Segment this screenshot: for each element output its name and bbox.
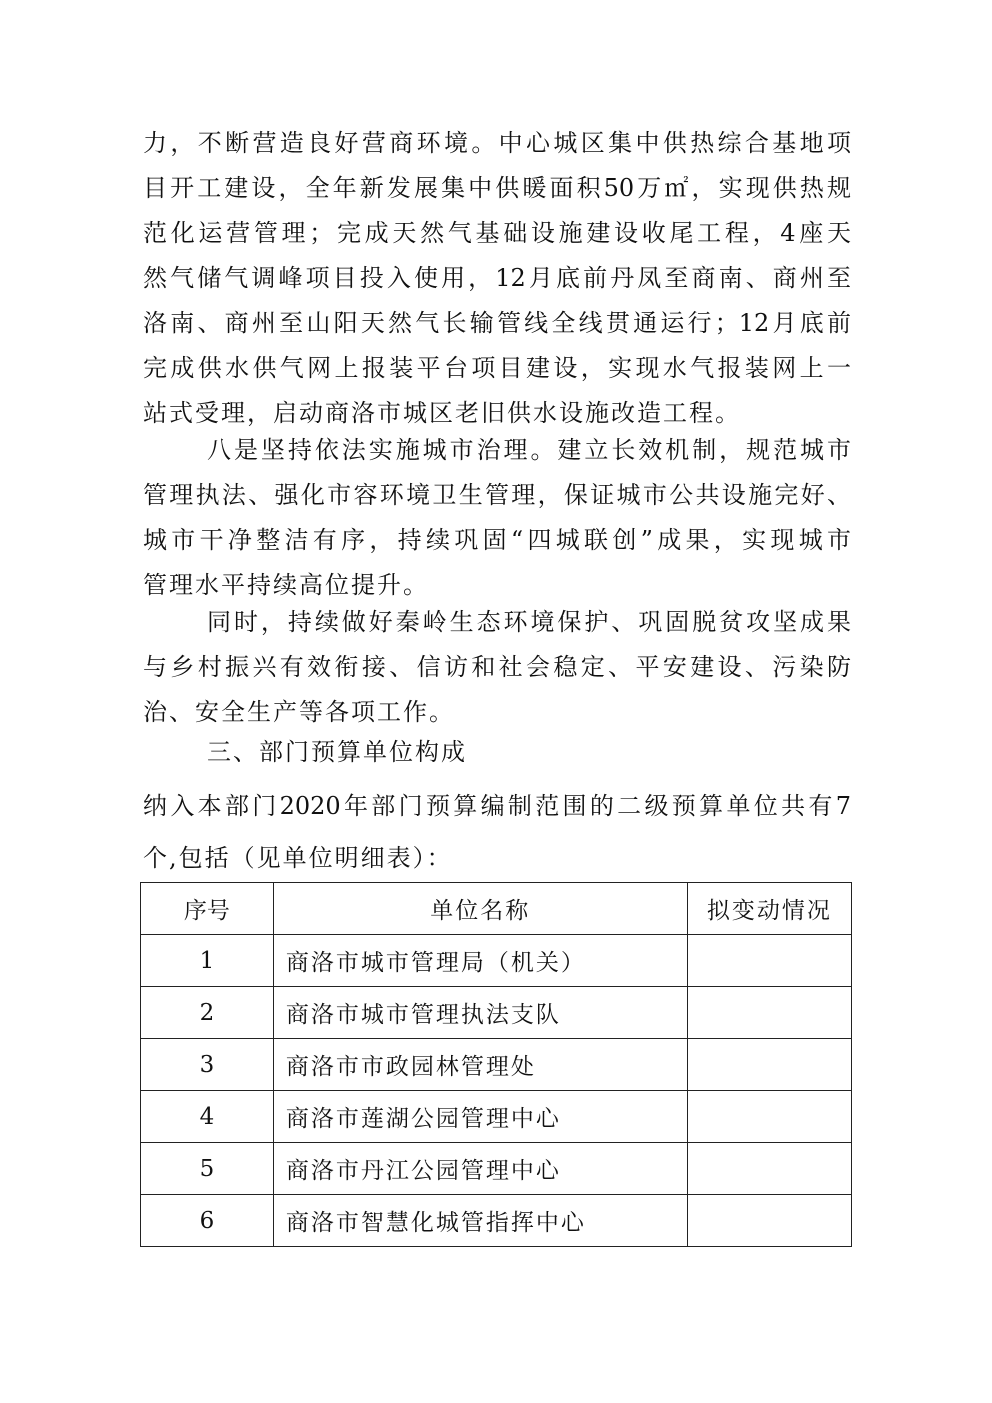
table-row — [141, 1091, 852, 1143]
header-unit-name: 单位名称 — [273, 883, 687, 935]
paragraph-2-line-2: 管理执法、强化市容环境卫生管理，保证城市公共设施完好、 — [143, 481, 851, 509]
budget-units-table — [140, 882, 852, 1247]
row-planned-change — [687, 987, 851, 1039]
section-heading: 三、部门预算单位构成 — [207, 738, 467, 766]
paragraph-1-line-6: 完成供水供气网上报装平台项目建设，实现水气报装网上一 — [143, 354, 851, 382]
paragraph-4-line-2: 个,包括（见单位明细表）： — [143, 844, 453, 872]
row-serial-number: 4 — [141, 1091, 274, 1143]
row-planned-change — [687, 1143, 851, 1195]
header-serial-number: 序号 — [141, 883, 274, 935]
paragraph-1-line-2: 目开工建设，全年新发展集中供暖面积50万㎡，实现供热规 — [143, 174, 851, 202]
paragraph-1-line-3: 范化运营管理；完成天然气基础设施建设收尾工程，4座天 — [143, 219, 851, 247]
row-serial-number: 1 — [141, 935, 274, 987]
paragraph-1-line-4: 然气储气调峰项目投入使用，12月底前丹凤至商南、商州至 — [143, 264, 851, 292]
table-row — [141, 987, 852, 1039]
row-unit-name: 商洛市智慧化城管指挥中心 — [273, 1195, 687, 1247]
paragraph-3-line-3: 治、安全生产等各项工作。 — [143, 698, 455, 726]
row-serial-number: 6 — [141, 1195, 274, 1247]
row-unit-name: 商洛市市政园林管理处 — [273, 1039, 687, 1091]
paragraph-1-line-5: 洛南、商州至山阳天然气长输管线全线贯通运行；12月底前 — [143, 309, 851, 337]
table-row — [141, 935, 852, 987]
row-serial-number: 2 — [141, 987, 274, 1039]
paragraph-1-line-7: 站式受理，启动商洛市城区老旧供水设施改造工程。 — [143, 399, 741, 427]
header-planned-change: 拟变动情况 — [687, 883, 851, 935]
row-unit-name: 商洛市城市管理局（机关） — [273, 935, 687, 987]
row-planned-change — [687, 1195, 851, 1247]
row-unit-name: 商洛市莲湖公园管理中心 — [273, 1091, 687, 1143]
row-planned-change — [687, 1091, 851, 1143]
paragraph-3-line-1: 同时，持续做好秦岭生态环境保护、巩固脱贫攻坚成果 — [207, 608, 851, 636]
row-unit-name: 商洛市丹江公园管理中心 — [273, 1143, 687, 1195]
table-header-row — [141, 883, 852, 935]
table-row — [141, 1039, 852, 1091]
row-unit-name: 商洛市城市管理执法支队 — [273, 987, 687, 1039]
paragraph-2-line-4: 管理水平持续高位提升。 — [143, 571, 429, 599]
table-row — [141, 1143, 852, 1195]
paragraph-2-line-1: 八是坚持依法实施城市治理。建立长效机制，规范城市 — [207, 436, 851, 464]
row-planned-change — [687, 935, 851, 987]
paragraph-1-line-1: 力，不断营造良好营商环境。中心城区集中供热综合基地项 — [143, 129, 851, 157]
table-row — [141, 1195, 852, 1247]
paragraph-3-line-2: 与乡村振兴有效衔接、信访和社会稳定、平安建设、污染防 — [143, 653, 851, 681]
row-serial-number: 5 — [141, 1143, 274, 1195]
paragraph-4-line-1: 纳入本部门2020年部门预算编制范围的二级预算单位共有7 — [143, 792, 851, 820]
row-serial-number: 3 — [141, 1039, 274, 1091]
paragraph-2-line-3: 城市干净整洁有序，持续巩固“四城联创”成果，实现城市 — [143, 526, 851, 554]
row-planned-change — [687, 1039, 851, 1091]
